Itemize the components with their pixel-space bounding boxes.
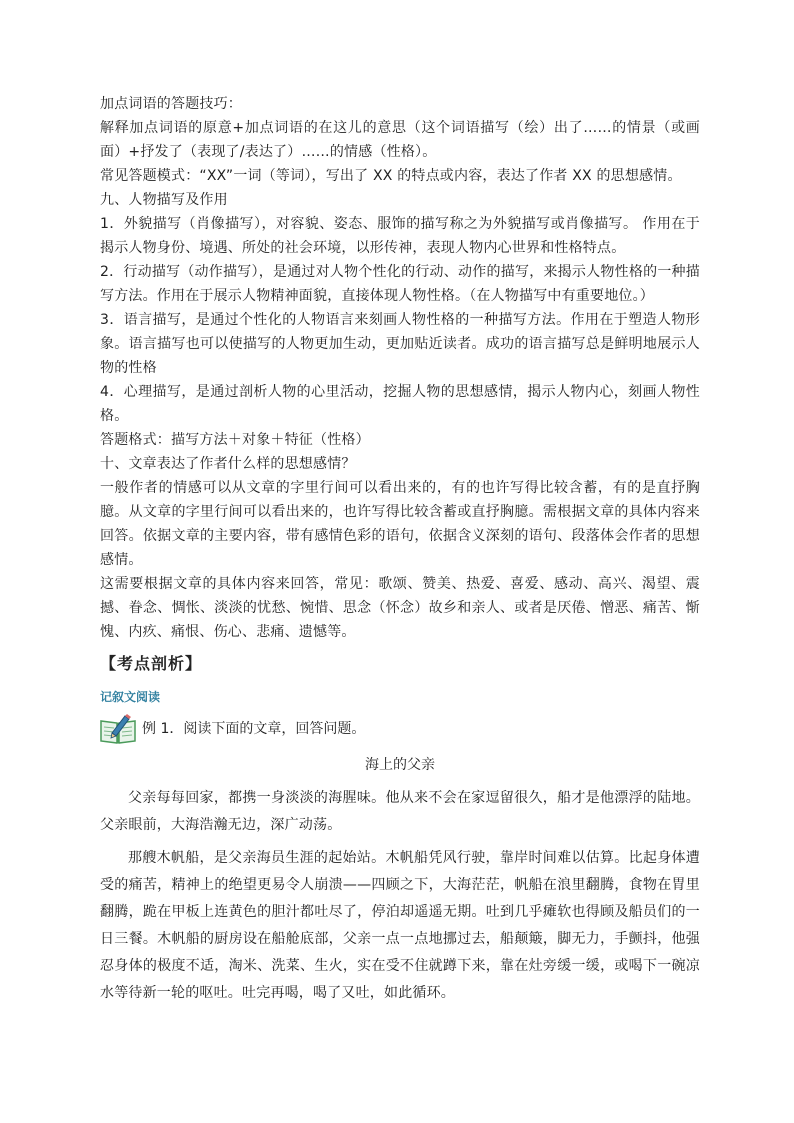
example-row xyxy=(98,713,700,745)
character-item-psychology: 4．心理描写，是通过剖析人物的心里活动，挖掘人物的思想感情，揭示人物内心，刻画人物性格。 xyxy=(100,384,700,424)
tips-answer-pattern: 常见答题模式：“XX”一词（等词），写出了 XX 的特点或内容，表达了作者 XX 的思想感情。 xyxy=(100,168,682,184)
document-page xyxy=(100,92,700,1007)
article-paragraph-1: 父亲每每回家，都携一身淡淡的海腥味。他从来不会在家逗留很久，船才是他漂浮的陆地。父亲眼前，大海浩瀚无边，深广动荡。 xyxy=(100,790,700,833)
emotion-paragraph-1: 一般作者的情感可以从文章的字里行间可以看出来的，有的也许写得比较含蓄，有的是直抒胸臆。从文章的字里行间可以看出来的，也许写得比较含蓄或直抒胸臆。需根据文章的具体内容来回答。依据文章的主要内容，带有感情色彩的语句，依据含义深刻的语句、段落体会作者的思想感情。 xyxy=(100,480,700,568)
character-item-action: 2．行动描写（动作描写），是通过对人物个性化的行动、动作的描写，来揭示人物性格的一种描写方法。作用在于展示人物精神面貌，直接体现人物性格。（在人物描写中有重要地位。） xyxy=(100,264,700,304)
emotion-paragraph-2: 这需要根据文章的具体内容来回答，常见：歌颂、赞美、热爱、喜爱、感动、高兴、渴望、震撼、眷念、惆怅、淡淡的忧愁、惋惜、思念（怀念）故乡和亲人、或者是厌倦、憎恶、痛苦、惭愧、内疚、痛恨、伤心、悲痛、遗憾等。 xyxy=(100,576,700,640)
section-title-emotion: 十、文章表达了作者什么样的思想感情？ xyxy=(100,456,356,472)
analysis-heading: 【考点剖析】 xyxy=(100,654,203,673)
character-item-appearance: 1．外貌描写（肖像描写），对容貌、姿态、服饰的描写称之为外貌描写或肖像描写。 作用在于揭示人物身份、境遇、所处的社会环境，以形传神，表现人物内心世界和性格特点。 xyxy=(100,216,700,256)
narrative-reading-tag: 记叙文阅读 xyxy=(100,690,161,704)
character-answer-format: 答题格式：描写方法＋对象＋特征（性格） xyxy=(100,432,370,448)
section-title-tips: 加点词语的答题技巧： xyxy=(100,96,242,112)
character-item-language: 3．语言描写，是通过个性化的人物语言来刻画人物性格的一种描写方法。作用在于塑造人物形象。语言描写也可以使描写的人物更加生动，更加贴近读者。成功的语言描写总是鲜明地展示人物的性格 xyxy=(100,312,700,376)
section-title-character-description: 九、人物描写及作用 xyxy=(100,192,228,208)
article-body xyxy=(100,785,700,1007)
article-paragraph-2: 那艘木帆船，是父亲海员生涯的起始站。木帆船凭风行驶，靠岸时间难以估算。比起身体遭受的痛苦，精神上的绝望更易令人崩溃——四顾之下，大海茫茫，帆船在浪里翻腾，食物在胃里翻腾，跪在甲板上连黄色的胆汁都吐尽了，停泊却遥遥无期。吐到几乎瘫软也得顾及船员们的一日三餐。木帆船的厨房设在船舱底部，父亲一点一点地挪过去，船颠簸，脚无力，手颤抖，他强忍身体的极度不适，淘米、洗菜、生火，实在受不住就蹲下来，靠在灶旁缓一缓，或喝下一碗凉水等待新一轮的呕吐。吐完再喝，喝了又吐，如此循环。 xyxy=(100,850,700,1001)
article-title: 海上的父亲 xyxy=(365,757,435,773)
book-pencil-icon xyxy=(98,713,138,745)
tips-explanation: 解释加点词语的原意+加点词语的在这儿的意思（这个词语描写（绘）出了……的情景（或画面）+抒发了（表现了/表达了）……的情感（性格）。 xyxy=(100,120,700,160)
example-intro: 例 1．阅读下面的文章，回答问题。 xyxy=(142,721,366,737)
